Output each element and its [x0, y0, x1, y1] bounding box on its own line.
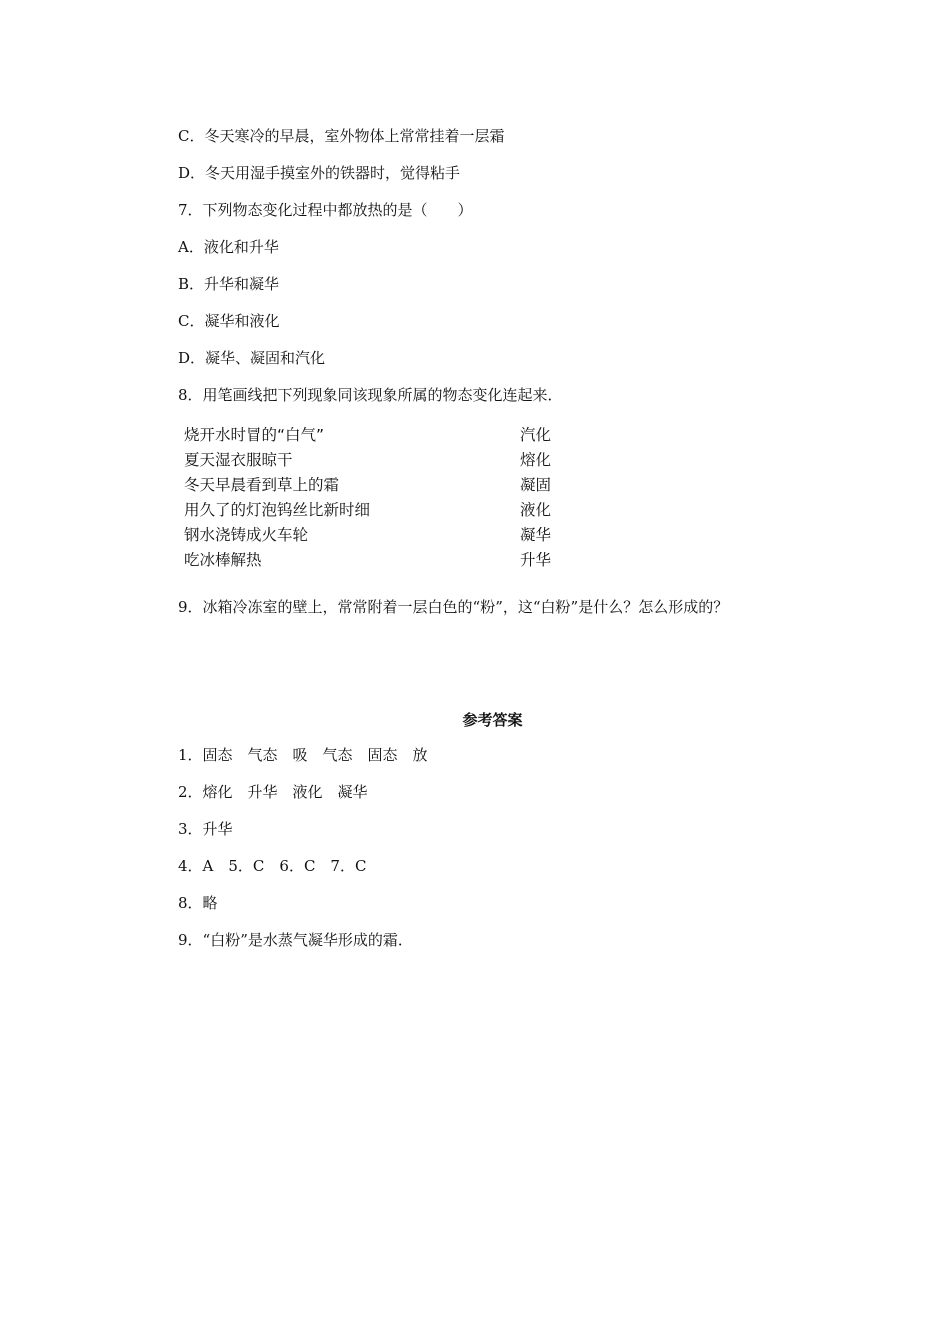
state-change-item: 凝华: [520, 526, 552, 544]
phenomenon-item: 用久了的灯泡钨丝比新时细: [184, 501, 371, 519]
answer-item: 2．熔化 升华 液化 凝华: [178, 783, 368, 801]
question-6-option-c: C．冬天寒冷的早晨，室外物体上常常挂着一层霜: [178, 127, 505, 145]
matching-row: [184, 448, 564, 473]
state-change-item: 液化: [520, 501, 552, 519]
question-9: 9．冰箱冷冻室的壁上，常常附着一层白色的“粉”，这“白粉”是什么？怎么形成的？: [178, 598, 729, 616]
phenomenon-item: 夏天湿衣服晾干: [184, 451, 293, 469]
phenomenon-item: 冬天早晨看到草上的霜: [184, 476, 340, 494]
phenomenon-item: 钢水浇铸成火车轮: [184, 526, 309, 544]
answer-item: 3．升华: [178, 820, 233, 838]
question-6-option-d: D．冬天用湿手摸室外的铁器时，觉得粘手: [178, 164, 461, 182]
question-7-stem: 7．下列物态变化过程中都放热的是（ ）: [178, 201, 473, 219]
matching-row: [184, 423, 564, 448]
state-change-item: 熔化: [520, 451, 552, 469]
state-change-item: 汽化: [520, 426, 552, 444]
matching-row: [184, 523, 564, 548]
answers-title: 参考答案: [462, 711, 523, 729]
question-7-option-b: B．升华和凝华: [178, 275, 280, 293]
question-8-stem: 8．用笔画线把下列现象同该现象所属的物态变化连起来．: [178, 386, 563, 404]
matching-row: [184, 548, 564, 573]
answer-item: 9．“白粉”是水蒸气凝华形成的霜．: [178, 931, 413, 949]
state-change-item: 凝固: [520, 476, 552, 494]
answer-item: 1．固态 气态 吸 气态 固态 放: [178, 746, 428, 764]
matching-table: [184, 423, 564, 573]
question-7-option-c: C．凝华和液化: [178, 312, 280, 330]
phenomenon-item: 烧开水时冒的“白气”: [184, 426, 325, 444]
matching-row: [184, 473, 564, 498]
state-change-item: 升华: [520, 551, 552, 569]
answer-item: 4．A 5．C 6．C 7．C: [178, 857, 367, 875]
matching-row: [184, 498, 564, 523]
question-7-option-d: D．凝华、凝固和汽化: [178, 349, 326, 367]
question-7-option-a: A．液化和升华: [178, 238, 279, 256]
phenomenon-item: 吃冰棒解热: [184, 551, 262, 569]
answer-item: 8．略: [178, 894, 218, 912]
